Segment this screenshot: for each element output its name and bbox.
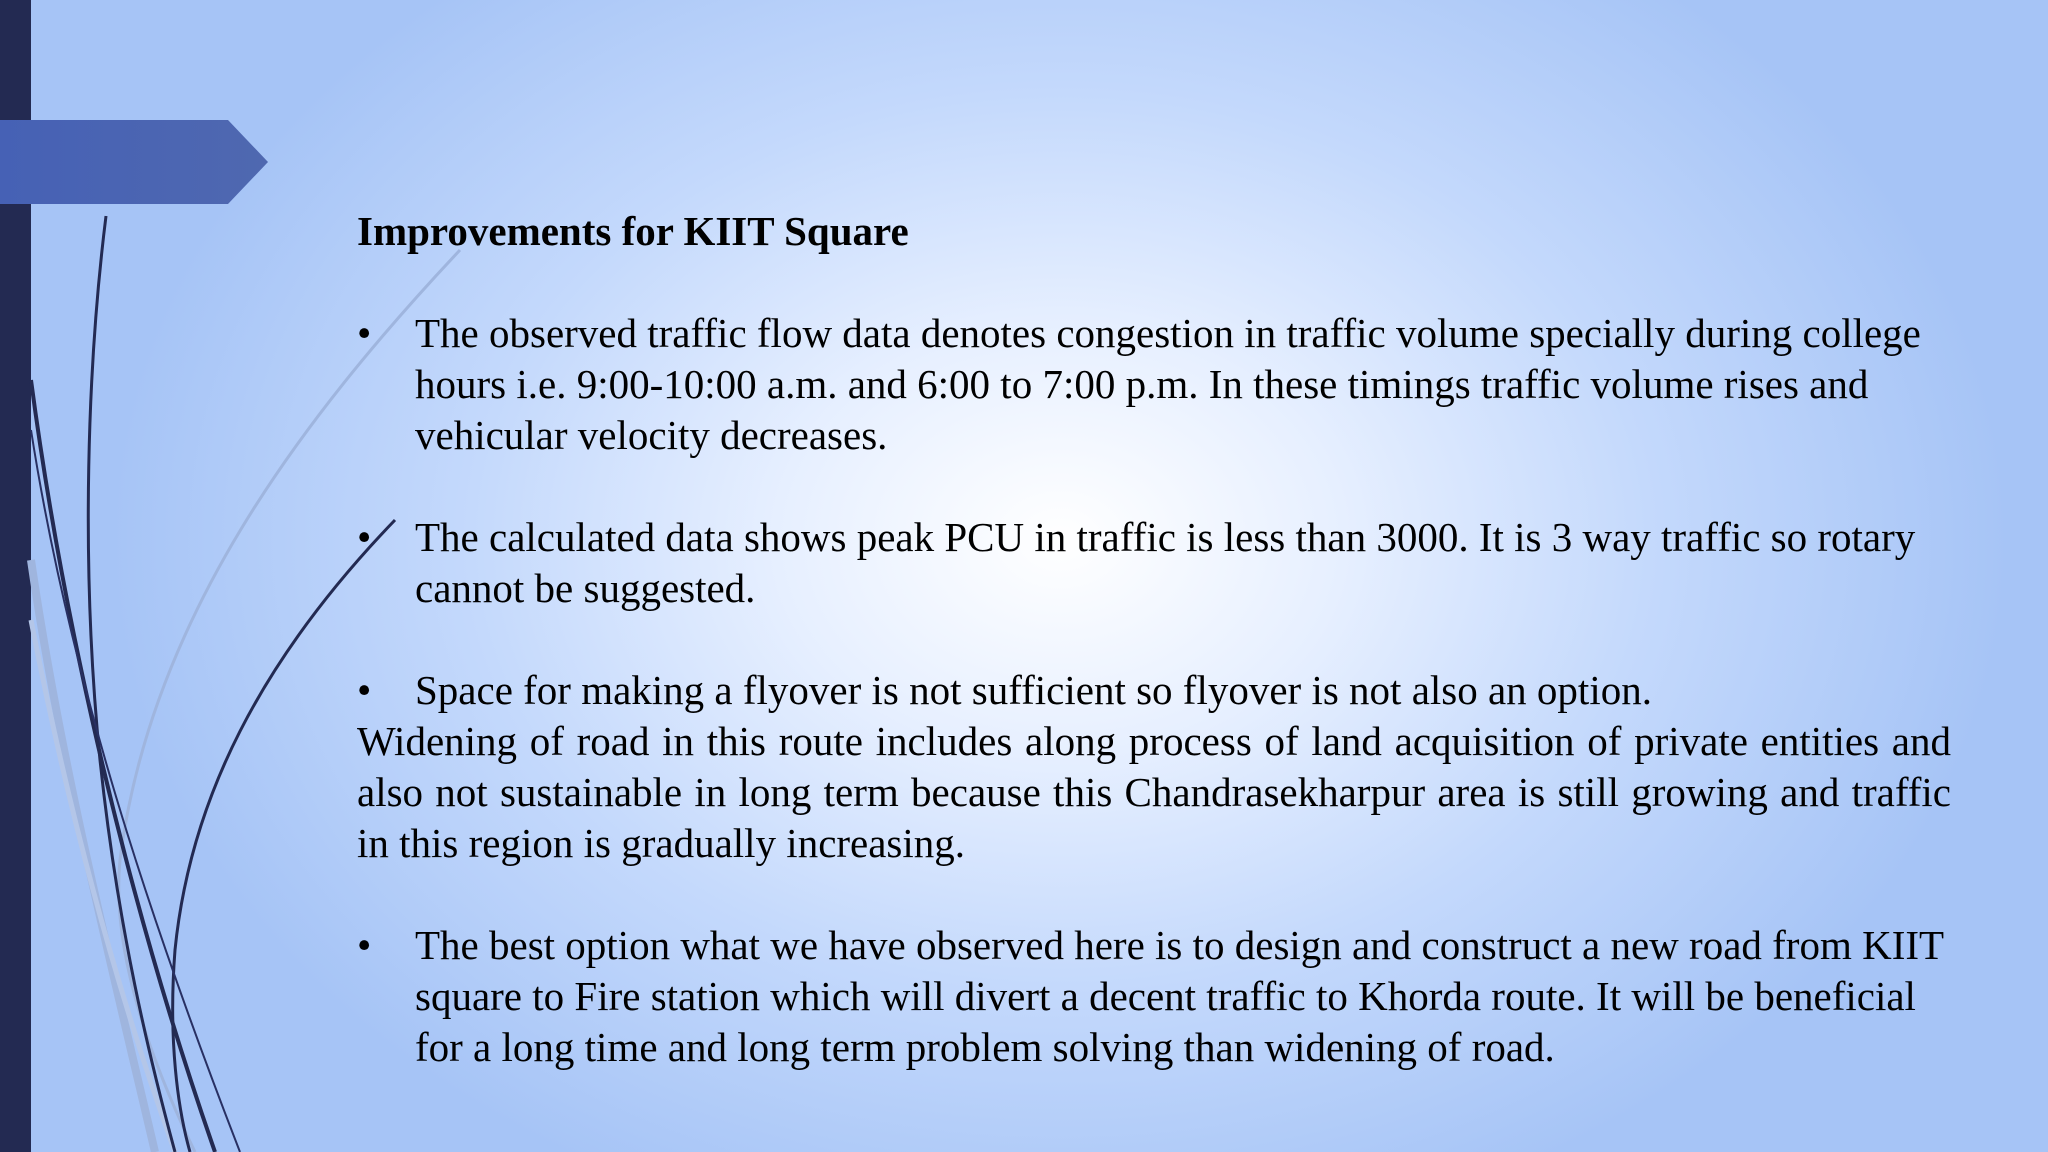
spacer xyxy=(357,869,1951,920)
arrow-banner xyxy=(0,120,268,204)
slide-title: Improvements for KIIT Square xyxy=(357,208,909,254)
dark-curve-1 xyxy=(88,216,175,1152)
dark-curve-2 xyxy=(31,380,215,1152)
bullet-text: The best option what we have observed here is to design and construct a new road from KIIT square to Fire station which will divert a decent traffic to Khorda route. It will be beneficial for a long time and long term problem solving than widening of road. xyxy=(415,922,1944,1070)
bullet-dot: • xyxy=(357,514,372,560)
spacer xyxy=(357,614,1951,665)
body-paragraph: Widening of road in this route includes along process of land acquisition of private entities and also not sustainable in long term because this Chandrasekharpur area is still growing and traffic in this region is gradually increasing. xyxy=(357,718,1951,866)
bullet-text: The calculated data shows peak PCU in traffic is less than 3000. It is 3 way traffic so rotary cannot be suggested. xyxy=(415,514,1916,611)
bullet-dot: • xyxy=(357,667,372,713)
bullet-item xyxy=(357,512,1951,614)
bullet-text: Space for making a flyover is not sufficient so flyover is not also an option. xyxy=(415,667,1652,713)
bullet-item xyxy=(357,920,1951,1073)
spacer xyxy=(357,461,1951,512)
bullet-dot: • xyxy=(357,922,372,968)
slide-content xyxy=(357,206,1951,1073)
bullet-item xyxy=(357,308,1951,461)
bullet-text: The observed traffic flow data denotes congestion in traffic volume specially during college hours i.e. 9:00-10:00 a.m. and 6:00 to 7:00 p.m. In these timings traffic volume rises and vehicular velocity decreases. xyxy=(415,310,1921,458)
bullet-item xyxy=(357,665,1951,716)
bullet-dot: • xyxy=(357,310,372,356)
dark-curve-4 xyxy=(31,430,240,1152)
